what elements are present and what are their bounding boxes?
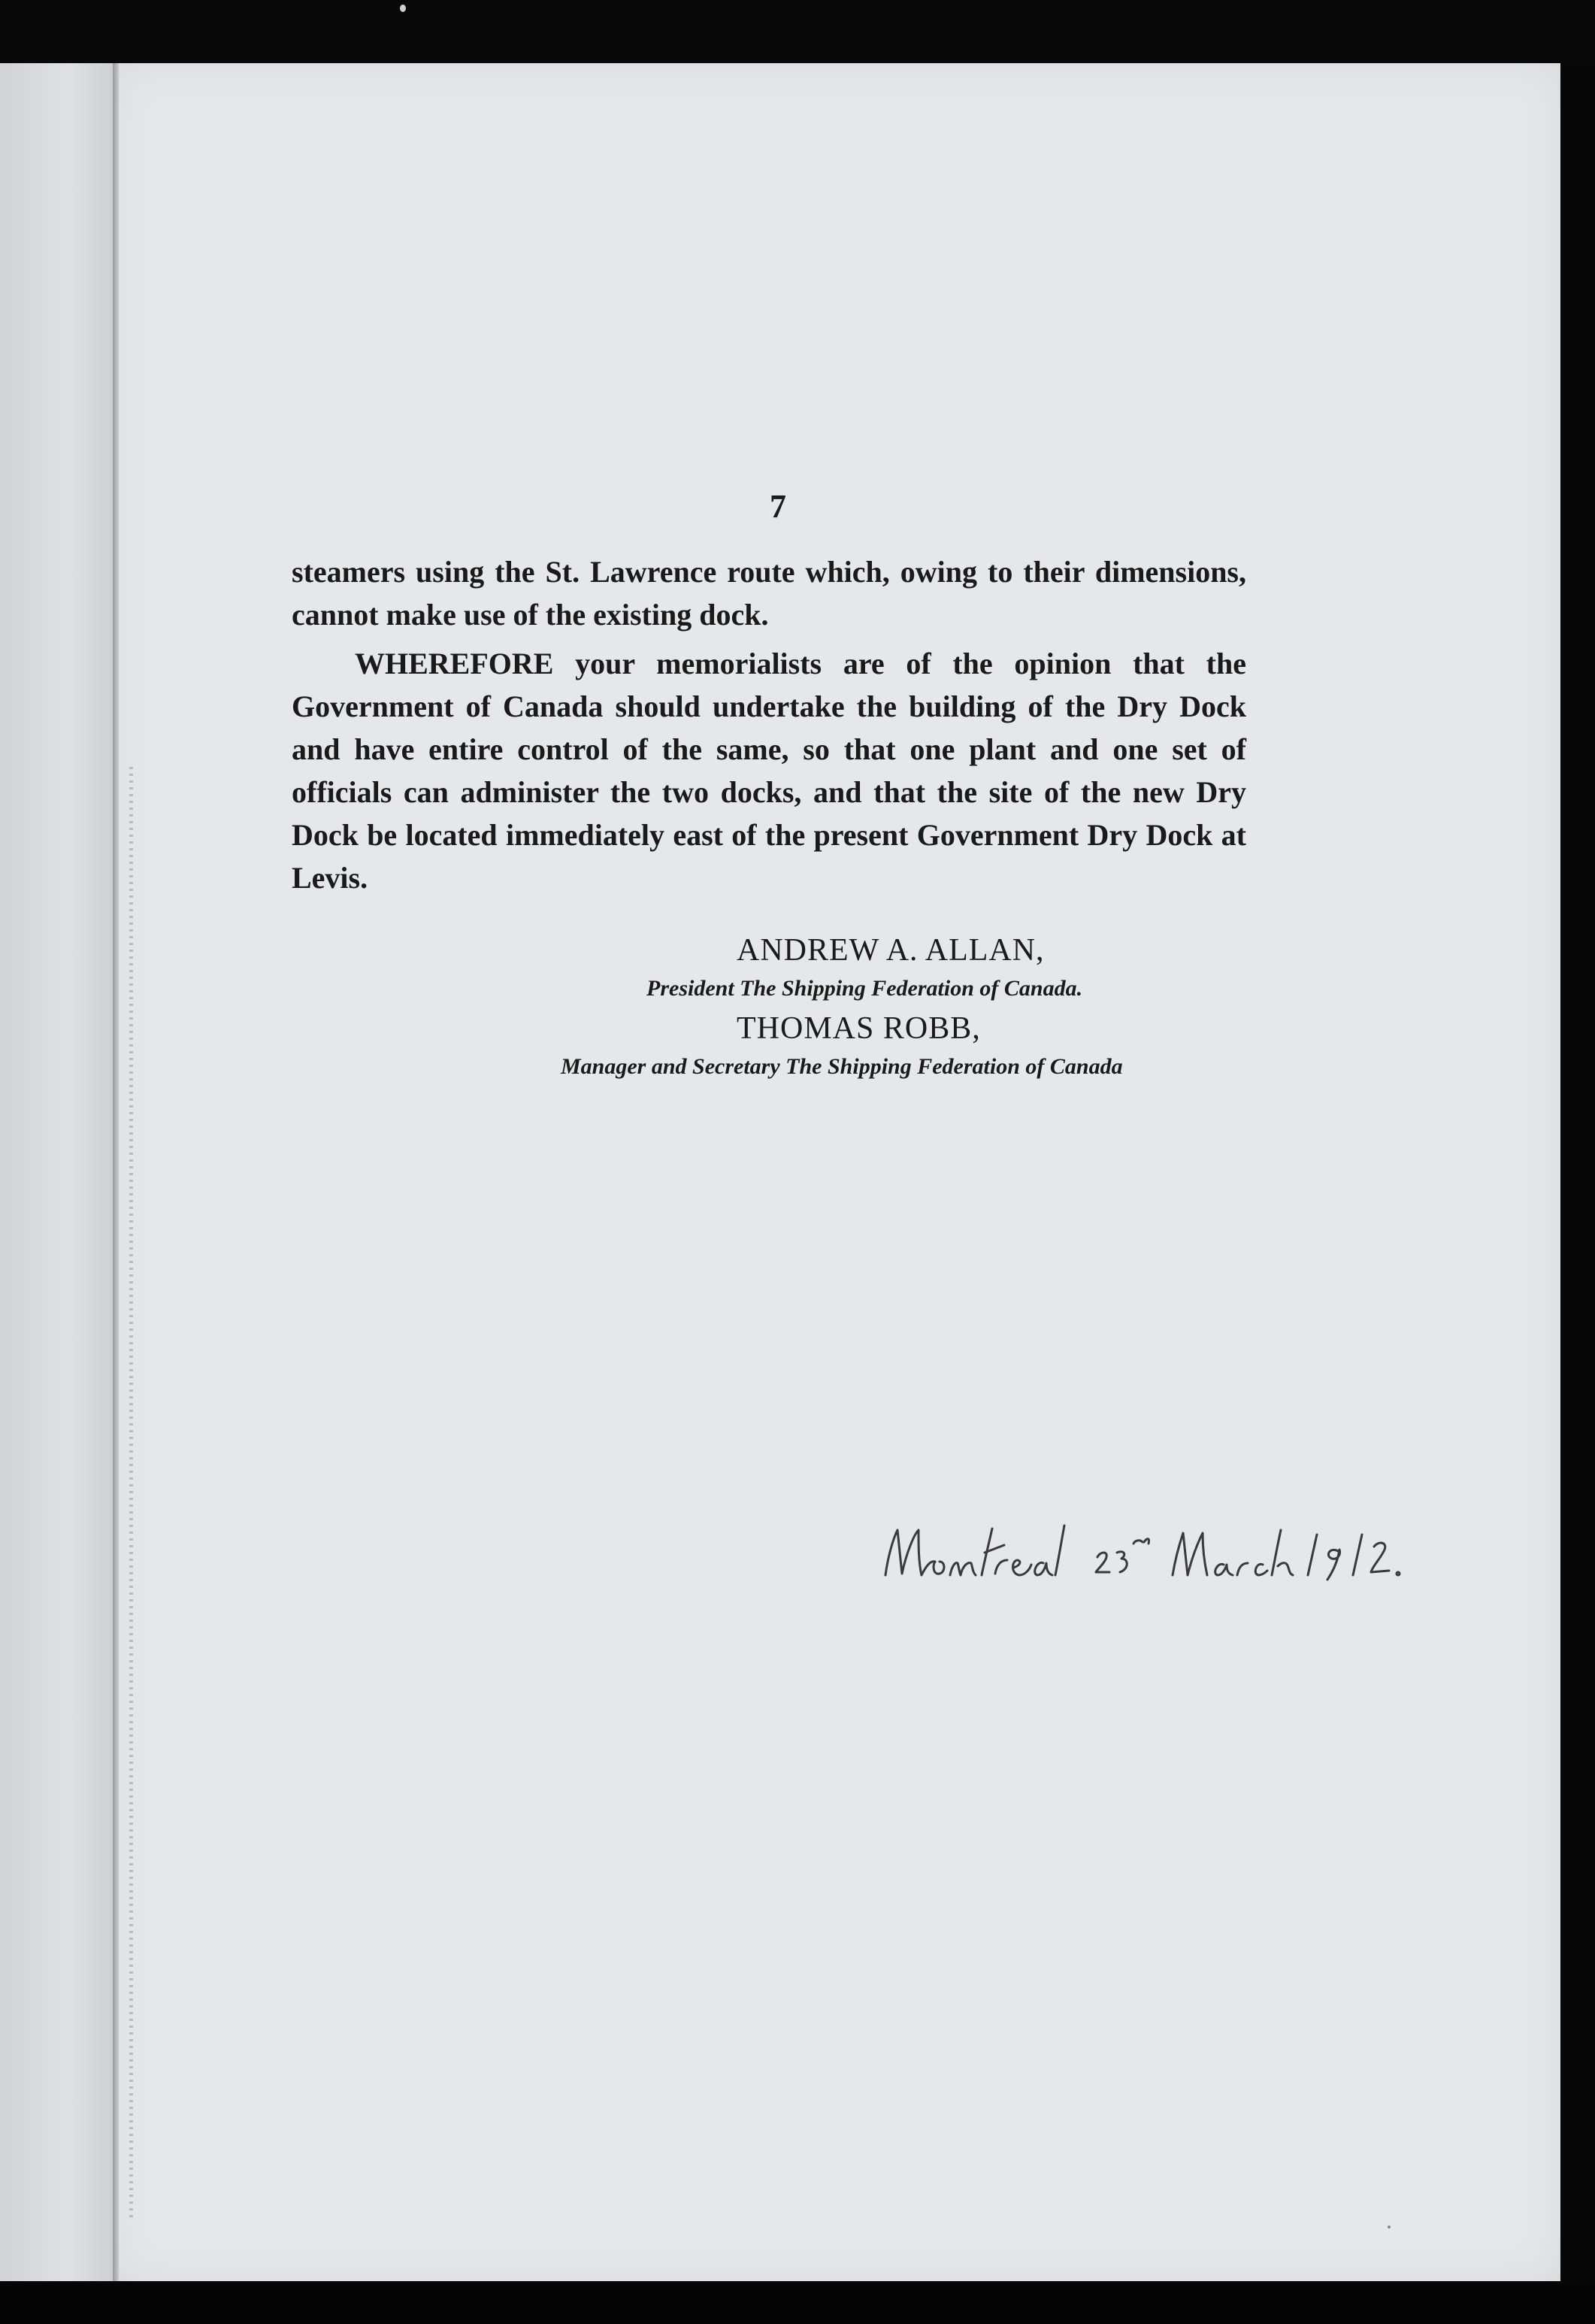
signatory-title: President The Shipping Federation of Canada. xyxy=(646,976,1083,1001)
paragraph-wherefore: WHEREFORE your memorialists are of the opinion that the Government of Canada should undertake the building of the Dry Dock and have entire control of the same, so that one plant and one set of officials can administer the two docks, and that the site of the new Dry Dock be located immediately east of the present Government Dry Dock at Levis. xyxy=(292,647,1246,895)
body-text xyxy=(292,550,1246,902)
signatory-title: Manager and Secretary The Shipping Federation of Canada xyxy=(561,1054,1123,1079)
paragraph-continuation: steamers using the St. Lawrence route which, owing to their dimensions, cannot make use of the existing dock. xyxy=(292,555,1246,632)
scanner-top-edge xyxy=(0,0,1595,63)
page-gutter xyxy=(113,63,119,2281)
binding-holes xyxy=(129,767,133,2218)
scanner-bottom-edge xyxy=(0,2281,1595,2324)
handwritten-date-note xyxy=(872,1507,1428,1598)
scanner-right-edge xyxy=(1560,63,1595,2281)
scan-speck xyxy=(400,5,406,12)
scan-speck xyxy=(1388,2226,1391,2229)
page-number: 7 xyxy=(770,488,786,525)
signatory-name: THOMAS ROBB, xyxy=(737,1011,981,1046)
adjacent-sheet-edge xyxy=(0,63,113,2281)
signatory-name: ANDREW A. ALLAN, xyxy=(737,933,1045,968)
document-page xyxy=(113,63,1560,2281)
